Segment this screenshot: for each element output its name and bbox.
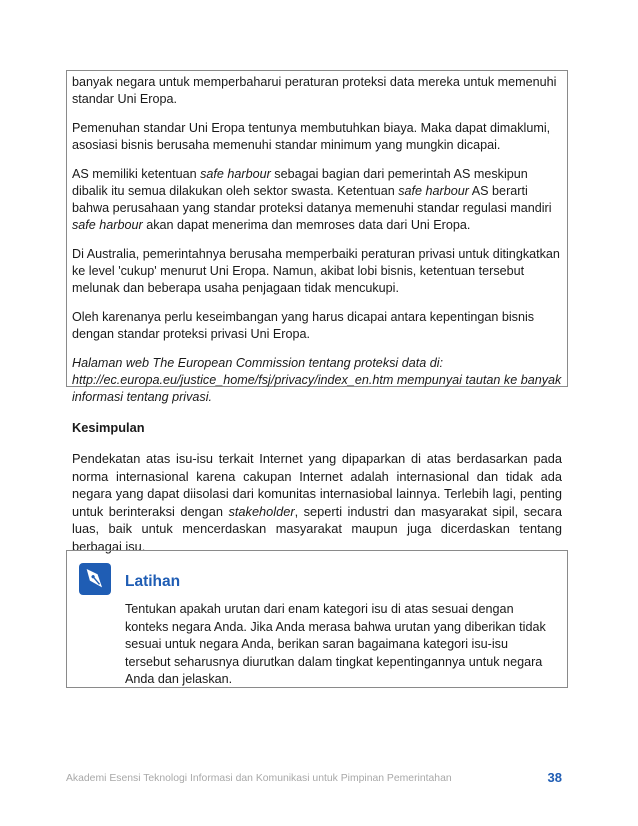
exercise-box (66, 550, 568, 688)
link-note: Halaman web The European Commission tentang proteksi data di: http://ec.europa.eu/justice_home/fsj/privacy/index_en.htm mempunyai tautan ke banyak informasi tentang privasi. (72, 356, 562, 404)
text-run: Pendekatan atas isu-isu terkait Internet yang dipaparkan di atas berdasarkan pada norma internasional karena cakupan Internet adalah internasional dan tidak ada negara yang dapat diisolasi dari komunitas internasiobal lainnya. Terlebih lagi, penting untuk berinteraksi dengan (72, 451, 562, 519)
text-run: sebagai bagian dari pemerintah AS meskipun dibalik itu semua dilakukan oleh sektor swasta. Ketentuan (72, 167, 528, 198)
paragraph (72, 166, 562, 234)
text-run: , seperti industri dan masyarakat sipil, secara luas, baik untuk mencerdaskan masyarakat maupun juga dicerdaskan tentang berbagai isu. (72, 503, 562, 554)
pen-nib-icon (79, 563, 111, 595)
text-run: akan dapat menerima dan memroses data dari Uni Eropa. (142, 218, 471, 232)
info-box (66, 70, 568, 404)
paragraph: Di Australia, pemerintahnya berusaha memperbaiki peraturan privasi untuk ditingkatkan ke level 'cukup' menurut Uni Eropa. Namun, akibat lobi bisnis, ketentuan tersebut melunak dan beberapa usaha penjagaan tidak mencukupi. (72, 247, 560, 295)
emphasis: safe harbour (72, 218, 143, 232)
text-run: AS memiliki ketentuan (72, 167, 201, 181)
exercise-text: Tentukan apakah urutan dari enam kategori isu di atas sesuai dengan konteks negara Anda. Jika Anda merasa bahwa urutan yang diberikan tidak sesuai untuk negara Anda, berikan saran bagaimana kategori isu-isu tersebut seharusnya diurutkan dalam tingkat kepentingannya untuk negara Anda dan jelaskan. (125, 602, 546, 687)
paragraph: banyak negara untuk memperbaharui peraturan proteksi data mereka untuk memenuhi standar Uni Eropa. (72, 75, 557, 106)
paragraph: Pemenuhan standar Uni Eropa tentunya membutuhkan biaya. Maka dapat dimaklumi, asosiasi bisnis berusaha memenuhi standar minimum yang mungkin dicapai. (72, 121, 551, 152)
emphasis: safe harbour (200, 167, 271, 181)
emphasis: stakeholder (228, 503, 295, 519)
footer-text: Akademi Esensi Teknologi Informasi dan Komunikasi untuk Pimpinan Pemerintahan (66, 773, 452, 784)
section-heading: Kesimpulan (72, 420, 145, 435)
exercise-title: Latihan (125, 573, 181, 590)
paragraph: Oleh karenanya perlu keseimbangan yang harus dicapai antara kepentingan bisnis dengan standar proteksi privasi Uni Eropa. (72, 310, 535, 341)
page-number: 38 (547, 770, 562, 785)
text-run: AS berarti bahwa perusahaan yang standar proteksi datanya memenuhi standar regulasi mandiri (72, 184, 552, 215)
emphasis: safe harbour (398, 184, 469, 198)
section-body (72, 450, 562, 556)
